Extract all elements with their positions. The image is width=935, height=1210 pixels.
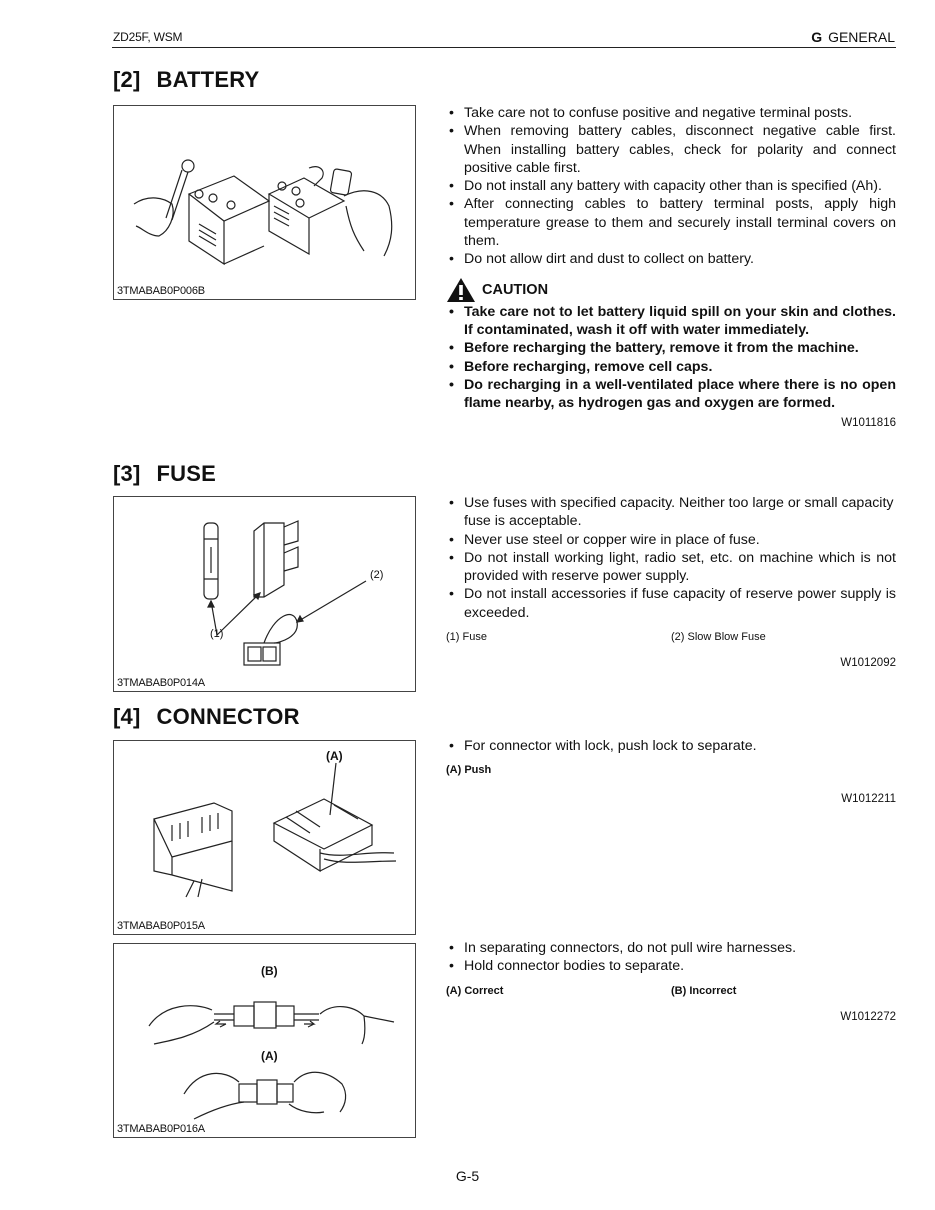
section-title-fuse — [113, 461, 216, 487]
legend-item: (1) Fuse — [446, 631, 487, 644]
chapter-name: GENERAL — [828, 29, 895, 45]
figure-connector-lock — [113, 740, 416, 935]
list-item: • Take care not to let battery liquid spill on your skin and clothes. If contaminated, wash it off with water immediately. — [446, 303, 896, 340]
caution-bullet-list — [446, 303, 896, 413]
legend-item: (B) Incorrect — [671, 984, 737, 997]
connector-lock-bullet-list — [446, 737, 896, 755]
connector-separate-legend — [446, 982, 896, 1000]
warning-icon — [446, 277, 476, 303]
reference-code: W1012211 — [841, 792, 896, 805]
legend-item: (2) Slow Blow Fuse — [671, 631, 766, 644]
figure-id: 3TMABAB0P006B — [117, 285, 205, 297]
list-item: • Do recharging in a well-ventilated place where there is no open flame nearby, as hydrogen gas and oxygen are formed. — [446, 376, 896, 413]
section-number: [3] — [113, 461, 141, 486]
list-item: • Never use steel or copper wire in place of fuse. — [446, 531, 896, 549]
connector-lock-legend — [446, 761, 896, 779]
manual-code: ZD25F, WSM — [113, 30, 183, 44]
figure-battery — [113, 105, 416, 300]
chapter-letter: G — [811, 29, 823, 45]
connector-separate-bullet-list — [446, 939, 896, 976]
section-number: [2] — [113, 67, 141, 92]
chapter-title — [811, 29, 895, 45]
list-item: • Do not allow dirt and dust to collect on battery. — [446, 250, 896, 268]
section-title-connector — [113, 704, 300, 730]
section-title-battery — [113, 67, 259, 93]
callout-a: (A) — [326, 749, 343, 763]
figure-fuse — [113, 496, 416, 692]
list-item: • Do not install working light, radio set, etc. on machine which is not provided with reserve power supply. — [446, 549, 896, 586]
reference-code: W1011816 — [841, 417, 896, 430]
list-item: • Hold connector bodies to separate. — [446, 957, 896, 975]
battery-illustration — [114, 106, 417, 301]
caution-heading — [446, 277, 896, 303]
section-name: BATTERY — [156, 67, 260, 92]
list-item: • After connecting cables to battery terminal posts, apply high temperature grease to them and securely install terminal covers on them. — [446, 195, 896, 250]
fuse-instructions — [446, 494, 896, 673]
callout-b: (B) — [261, 964, 278, 978]
caution-label: CAUTION — [482, 281, 549, 298]
header-divider — [112, 47, 896, 48]
fuse-legend — [446, 628, 896, 646]
connector-lock-illustration — [114, 741, 417, 936]
list-item: • For connector with lock, push lock to separate. — [446, 737, 896, 755]
list-item: • Use fuses with specified capacity. Neither too large or small capacity fuse is acceptable. — [446, 494, 896, 531]
figure-id: 3TMABAB0P015A — [117, 920, 205, 932]
section-name: CONNECTOR — [156, 704, 300, 729]
callout-2: (2) — [370, 569, 384, 581]
section-number: [4] — [113, 704, 141, 729]
list-item: • When removing battery cables, disconnect negative cable first. When installing battery cables, check for polarity and connect positive cable first. — [446, 122, 896, 177]
connector-separate-instructions — [446, 939, 896, 1026]
battery-bullet-list — [446, 104, 896, 269]
figure-connector-separate — [113, 943, 416, 1138]
section-name: FUSE — [156, 461, 216, 486]
legend-item: (A) Push — [446, 764, 492, 777]
fuse-illustration — [114, 497, 417, 693]
list-item: • Before recharging the battery, remove it from the machine. — [446, 339, 896, 357]
list-item: • Before recharging, remove cell caps. — [446, 358, 896, 376]
caution-box — [446, 277, 896, 413]
callout-a: (A) — [261, 1049, 278, 1063]
reference-code: W1012092 — [840, 657, 896, 670]
fuse-bullet-list — [446, 494, 896, 622]
list-item: • Do not install accessories if fuse capacity of reserve power supply is exceeded. — [446, 585, 896, 622]
battery-instructions — [446, 104, 896, 433]
figure-id: 3TMABAB0P014A — [117, 677, 205, 689]
page-number: G-5 — [455, 1168, 480, 1184]
reference-code: W1012272 — [840, 1010, 896, 1023]
legend-item: (A) Correct — [446, 984, 504, 997]
figure-id: 3TMABAB0P016A — [117, 1123, 205, 1135]
list-item: • In separating connectors, do not pull wire harnesses. — [446, 939, 896, 957]
connector-lock-instructions — [446, 737, 896, 808]
list-item: • Take care not to confuse positive and negative terminal posts. — [446, 104, 896, 122]
list-item: • Do not install any battery with capacity other than is specified (Ah). — [446, 177, 896, 195]
callout-1: (1) — [210, 628, 224, 640]
